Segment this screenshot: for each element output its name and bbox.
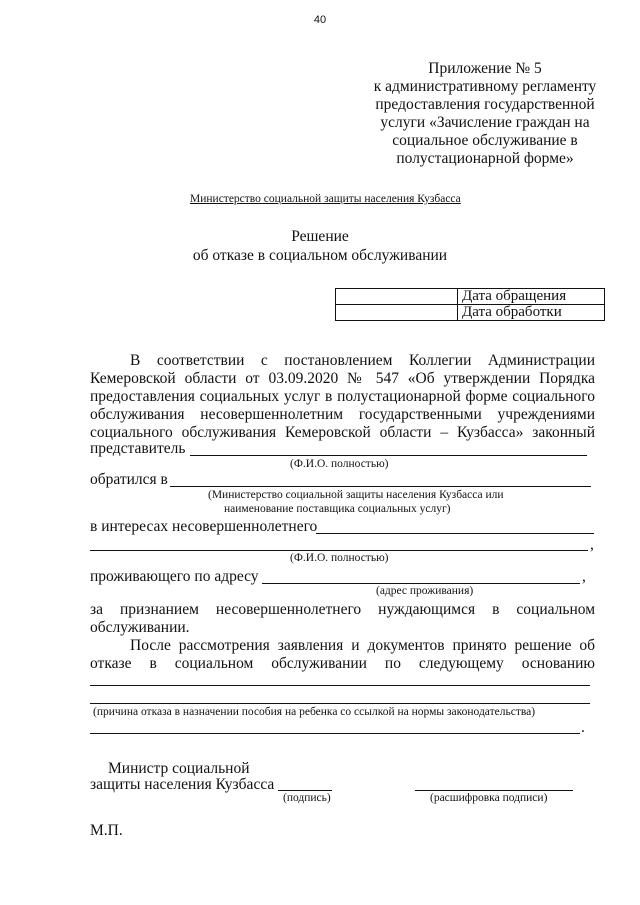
reason-field-line-2[interactable] [90,703,590,704]
request-date-label: Дата обращения [458,289,605,305]
stamp-label: М.П. [90,822,123,839]
representative-fio-field[interactable] [190,455,587,456]
ministry-hint-line-2: наименование поставщика социальных услуг) [224,503,451,515]
comma: , [582,568,586,585]
minor-fio-field[interactable] [316,533,594,534]
signature-hint: (подпись) [283,792,331,804]
title-line-2: об отказе в социальном обслуживании [192,247,448,264]
appendix-line: полустационарной форме» [396,150,574,167]
address-field[interactable] [262,583,580,584]
comma: , [590,536,594,553]
document-title [0,227,640,265]
address-label: проживающего по адресу [90,568,259,585]
reason-field-line-3[interactable] [90,733,580,734]
appendix-line: предоставления государственной [375,96,595,113]
applied-to-field[interactable] [170,486,591,487]
minister-title-line-2: защиты населения Кузбасса [90,776,275,793]
paragraph-line: социального обслуживания Кемеровской области – Кузбасса» законный [90,424,595,441]
appendix-line: социальное обслуживание в [392,132,578,149]
request-date-value-cell[interactable] [336,289,458,305]
appendix-block [350,60,620,168]
ministry-hint-line-1: (Министерство социальной защиты населения Кузбасса или [208,489,504,501]
decision-line: После рассмотрения заявления и документов принято решение об [130,637,595,654]
title-line-1: Решение [291,228,349,245]
period: . [581,719,585,736]
page-number: 40 [313,14,327,26]
decision-line: отказе в социальном обслуживании по следующему основанию [90,655,595,672]
table-row [336,305,605,321]
appendix-line: Приложение № 5 [428,60,542,77]
minor-fio-field-continued[interactable] [90,550,588,551]
processing-date-label: Дата обработки [458,305,605,321]
decoding-hint: (расшифровка подписи) [430,792,548,804]
recognition-line: обслуживании. [90,619,190,636]
processing-date-value-cell[interactable] [336,305,458,321]
representative-label: представитель [90,440,186,457]
ministry-header: Министерство социальной защиты населения Кузбасса [190,193,461,205]
signature-field[interactable] [278,790,332,791]
appendix-line: услуги «Зачисление граждан на [380,114,590,131]
address-hint: (адрес проживания) [376,585,474,597]
table-row [336,289,605,305]
signature-decoding-field[interactable] [415,790,573,791]
paragraph-line: Кемеровской области от 03.09.2020 № 547 «Об утверждении Порядка [90,370,595,387]
dates-table [335,288,605,321]
appendix-line: к административному регламенту [373,78,597,95]
fio-hint: (Ф.И.О. полностью) [290,458,389,470]
fio-hint: (Ф.И.О. полностью) [290,552,389,564]
recognition-line: за признанием несовершеннолетнего нуждающимся в социальном [90,601,595,618]
paragraph-line: предоставления социальных услуг в полустационарной форме социального [90,388,595,405]
reason-field-line-1[interactable] [90,685,590,686]
paragraph-line: обслуживания несовершеннолетним государственными учреждениями [90,406,595,423]
reason-hint: (причина отказа в назначении пособия на ребенка со ссылкой на нормы законодательства) [93,706,536,718]
minister-title-line-1: Министр социальной [108,760,250,777]
minor-interest-label: в интересах несовершеннолетнего [90,518,318,535]
applied-to-label: обратился в [90,471,168,488]
paragraph-line: В соответствии с постановлением Коллегии Администрации [130,352,595,369]
